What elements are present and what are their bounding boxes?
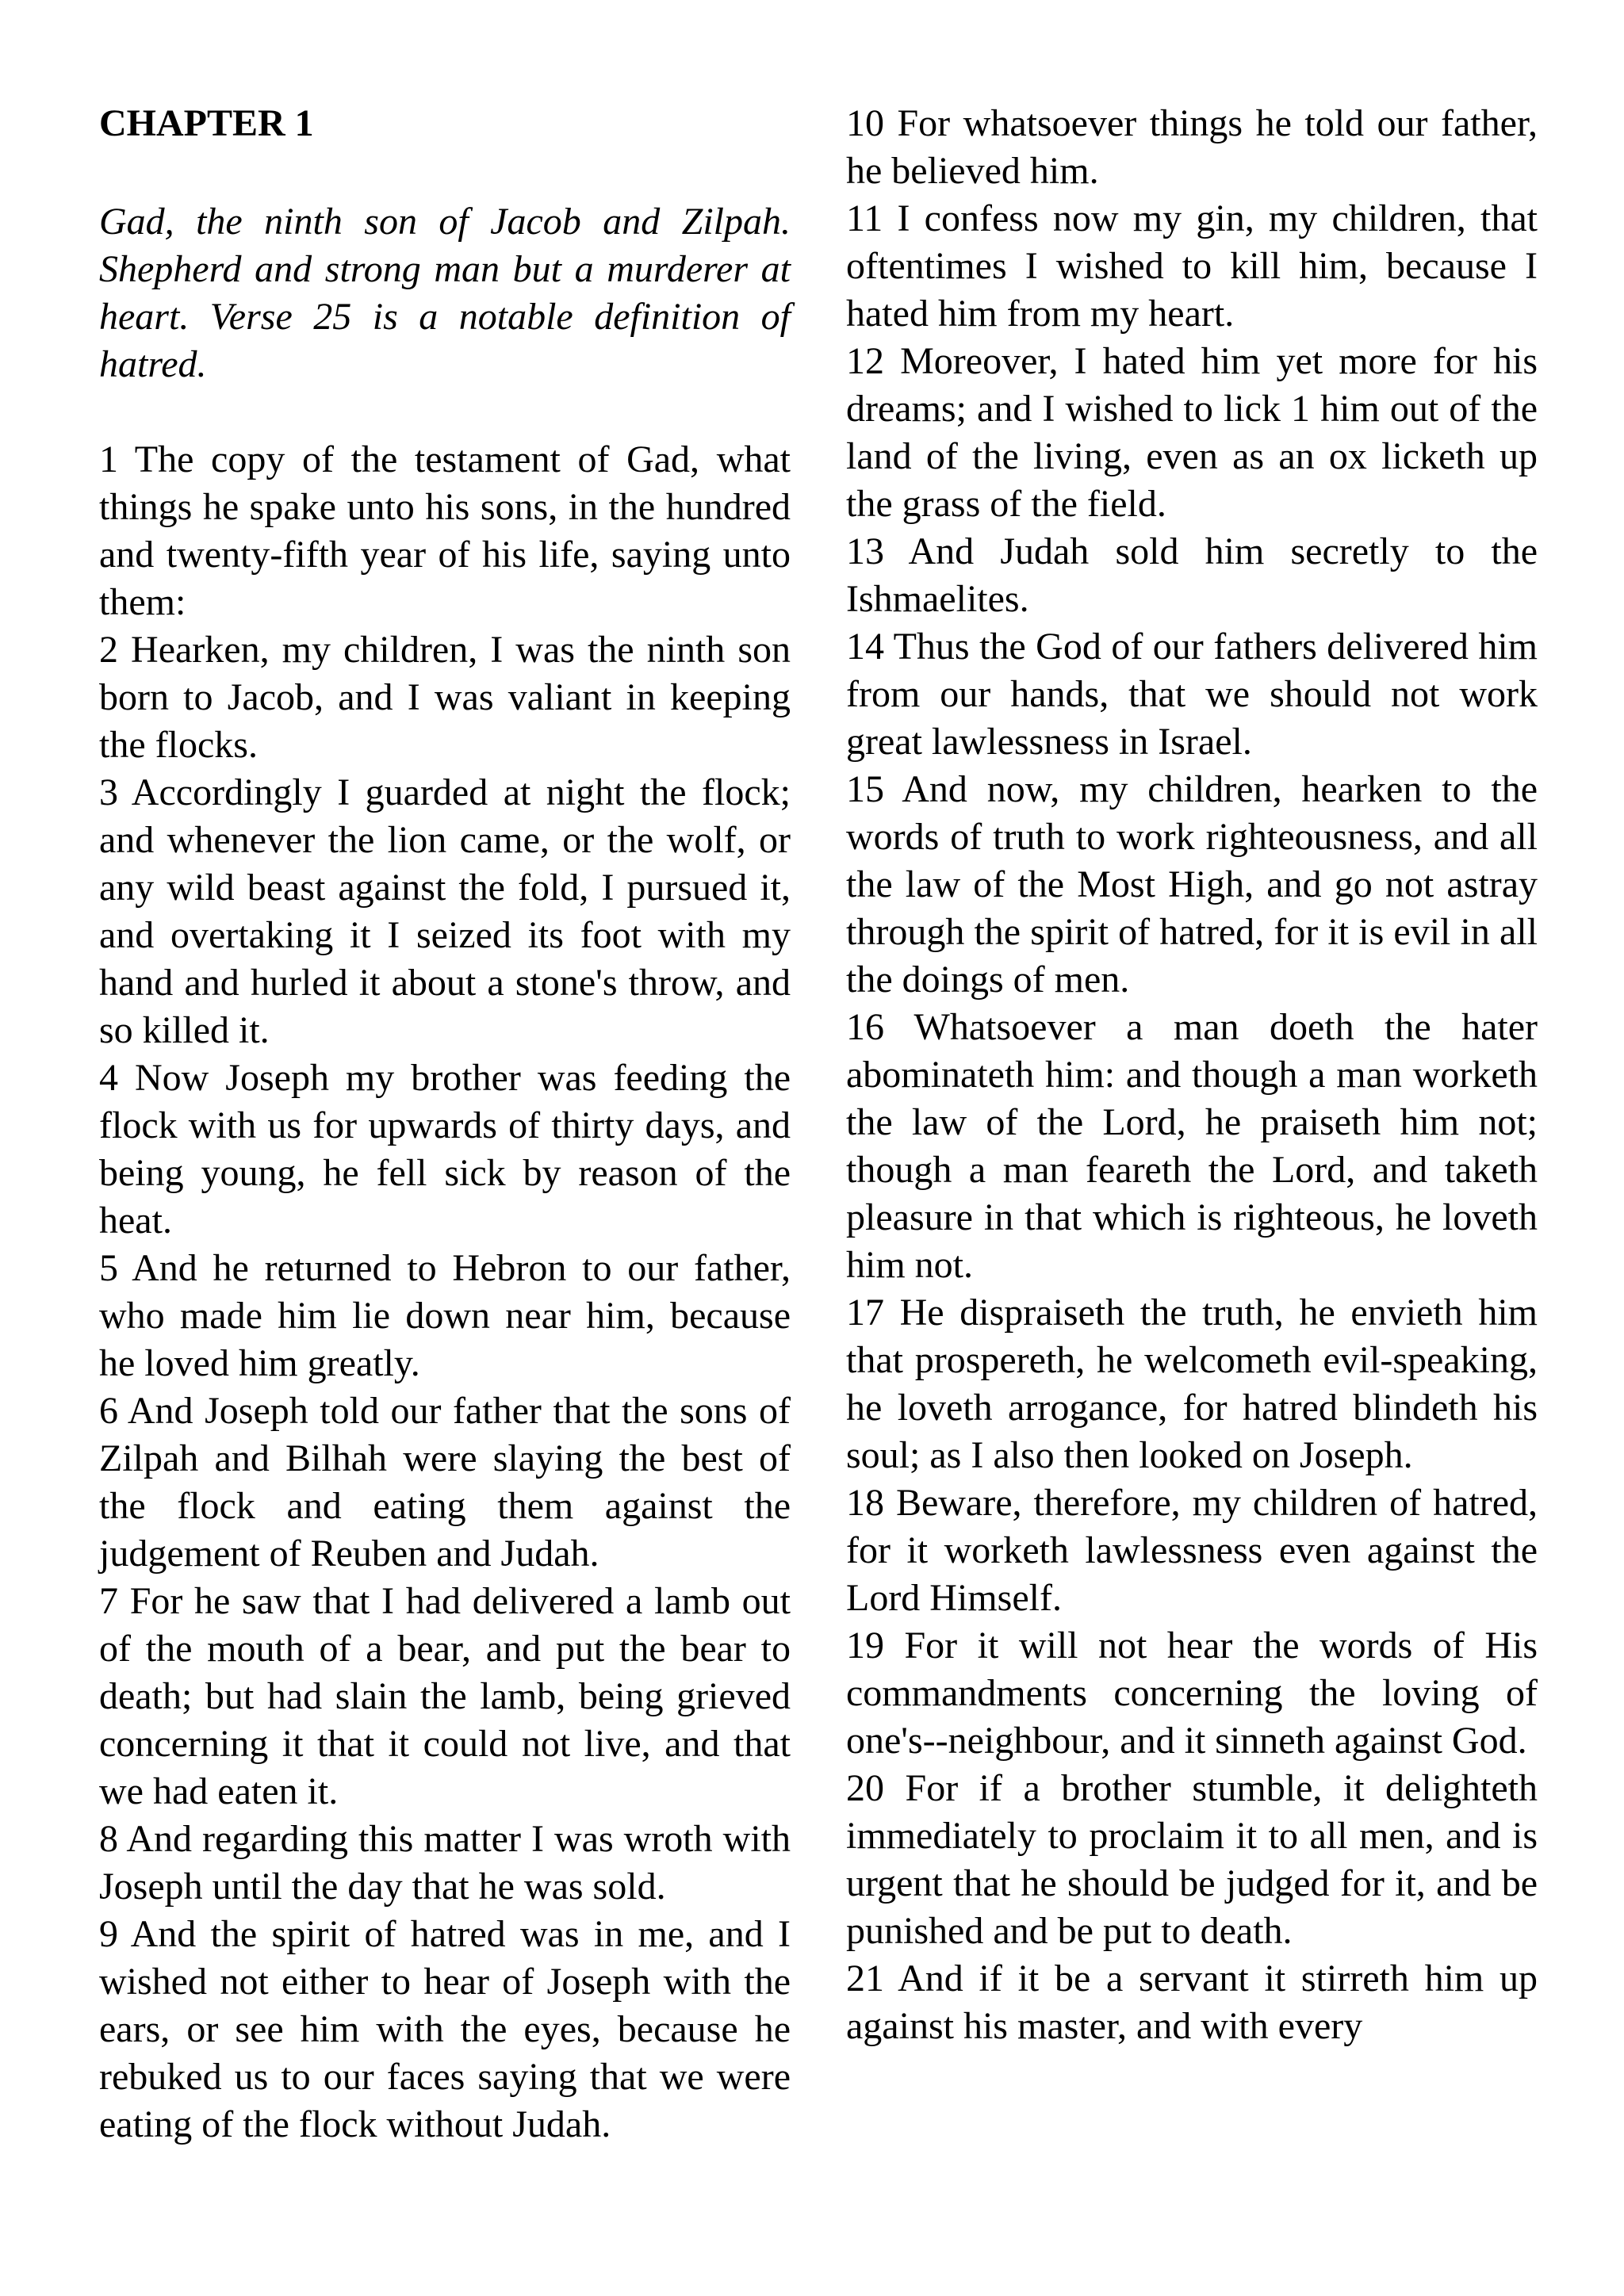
verse-21: 21 And if it be a servant it stirreth him up against his master, and with every bbox=[846, 1957, 1538, 2047]
left-column bbox=[99, 95, 791, 2149]
verse-4: 4 Now Joseph my brother was feeding the flock with us for upwards of thirty days, and being young, he fell sick by reason of the heat. bbox=[99, 1057, 791, 1242]
verse-17: 17 He dispraiseth the truth, he envieth him that prospereth, he welcometh evil-speaking, he loveth arrogance, for hatred blindeth his soul; as I also then looked on Joseph. bbox=[846, 1292, 1538, 1476]
verse-20: 20 For if a brother stumble, it delighteth immediately to proclaim it to all men, and is urgent that he should be judged for it, and be punished and be put to death. bbox=[846, 1767, 1538, 1952]
verse-19: 19 For it will not hear the words of His commandments concerning the loving of one's--neighbour, and it sinneth against God. bbox=[846, 1624, 1538, 1762]
verse-10: 10 For whatsoever things he told our father, he believed him. bbox=[846, 102, 1538, 192]
verse-18: 18 Beware, therefore, my children of hatred, for it worketh lawlessness even against the Lord Himself. bbox=[846, 1482, 1538, 1619]
verse-2: 2 Hearken, my children, I was the ninth son born to Jacob, and I was valiant in keeping the flocks. bbox=[99, 629, 791, 766]
verse-15: 15 And now, my children, hearken to the words of truth to work righteousness, and all the law of the Most High, and go not astray through the spirit of hatred, for it is evil in all the doings of men. bbox=[846, 768, 1538, 1001]
verse-13: 13 And Judah sold him secretly to the Ishmaelites. bbox=[846, 530, 1538, 620]
verse-14: 14 Thus the God of our fathers delivered him from our hands, that we should not work great lawlessness in Israel. bbox=[846, 626, 1538, 763]
verse-9: 9 And the spirit of hatred was in me, and I wished not either to hear of Joseph with the ears, or see him with the eyes, because he rebuked us to our faces saying that we were eating of the flock without Judah. bbox=[99, 1913, 791, 2145]
verse-16: 16 Whatsoever a man doeth the hater abominateth him: and though a man worketh the law of the Lord, he praiseth him not; though a man feareth the Lord, and taketh pleasure in that which is righteous, he loveth him not. bbox=[846, 1006, 1538, 1286]
verse-11: 11 I confess now my gin, my children, that oftentimes I wished to kill him, because I hated him from my heart. bbox=[846, 197, 1538, 335]
verse-8: 8 And regarding this matter I was wroth with Joseph until the day that he was sold. bbox=[99, 1818, 791, 1908]
chapter-intro: Gad, the ninth son of Jacob and Zilpah. Shepherd and strong man but a murderer at heart. Verse 25 is a notable definition of hatred. bbox=[99, 201, 791, 385]
verse-1: 1 The copy of the testament of Gad, what things he spake unto his sons, in the hundred and twenty-fifth year of his life, saying unto them: bbox=[99, 438, 791, 623]
right-column bbox=[846, 100, 1538, 2050]
verse-12: 12 Moreover, I hated him yet more for his dreams; and I wished to lick 1 him out of the land of the living, even as an ox licketh up the grass of the field. bbox=[846, 340, 1538, 525]
left-verse-list bbox=[99, 436, 791, 2149]
chapter-title: CHAPTER 1 bbox=[99, 102, 314, 144]
verse-7: 7 For he saw that I had delivered a lamb out of the mouth of a bear, and put the bear to death; but had slain the lamb, being grieved concerning it that it could not live, and that we had eaten it. bbox=[99, 1580, 791, 1812]
verse-6: 6 And Joseph told our father that the sons of Zilpah and Bilhah were slaying the best of the flock and eating them against the judgement of Reuben and Judah. bbox=[99, 1390, 791, 1575]
verse-3: 3 Accordingly I guarded at night the flock; and whenever the lion came, or the wolf, or any wild beast against the fold, I pursued it, and overtaking it I seized its foot with my hand and hurled it about a stone's throw, and so killed it. bbox=[99, 771, 791, 1051]
verse-5: 5 And he returned to Hebron to our father, who made him lie down near him, because he loved him greatly. bbox=[99, 1247, 791, 1384]
